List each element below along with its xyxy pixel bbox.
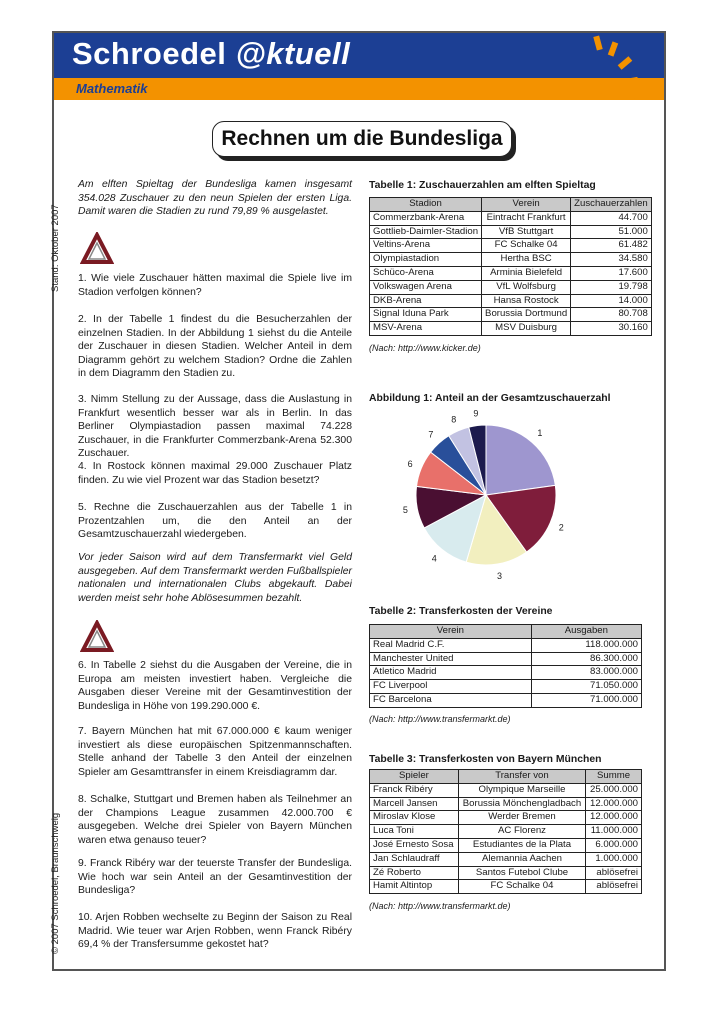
table-cell: 44.700 [571,211,652,225]
table-cell: 71.050.000 [531,680,641,694]
table-cell: FC Barcelona [370,693,532,707]
table-cell: Hansa Rostock [482,294,571,308]
table-cell: 118.000.000 [531,638,641,652]
table3-title: Tabelle 3: Transferkosten von Bayern München [369,754,602,765]
table-row [370,225,652,239]
table-cell: 71.000.000 [531,693,641,707]
table-row [370,652,642,666]
table-row [370,693,642,707]
table-row [370,239,652,253]
table-cell: Luca Toni [370,825,459,839]
table-header-row [370,198,652,212]
copyright-note: © 2007 Schroedel, Braunschweig [50,812,61,954]
table-cell: Franck Ribéry [370,783,459,797]
warning-triangle-icon [80,232,114,266]
table-row [370,253,652,267]
pie-label-7: 7 [428,429,434,440]
pie-label-5: 5 [402,504,408,515]
column-header: Verein [482,198,571,212]
pie-label-2: 2 [558,522,564,533]
table-cell: Borussia Dortmund [482,308,571,322]
question-5: 5. Rechne die Zuschauerzahlen aus der Tabelle 1 in Prozentzahlen um, die den Anteil an der Gesamtzuschauerzahl wiedergeben. [78,502,352,541]
table-cell: Marcell Jansen [370,797,459,811]
table-cell: Olympiastadion [370,253,482,267]
column-header: Transfer von [458,770,585,784]
table-cell: 6.000.000 [586,838,642,852]
table-cell: 34.580 [571,253,652,267]
table-cell: 14.000 [571,294,652,308]
pie-slice-1 [486,425,555,495]
table-cell: MSV-Arena [370,322,482,336]
table-cell: Commerzbank-Arena [370,211,482,225]
table-cell: AC Florenz [458,825,585,839]
table-cell: FC Liverpool [370,680,532,694]
table-cell: VfL Wolfsburg [482,280,571,294]
table-cell: Zé Roberto [370,866,459,880]
intro-text: Am elften Spieltag der Bundesliga kamen insgesamt 354.028 Zuschauer zu den neun Spielen der ersten Liga. Damit waren die Stadien zu rund 79,89 % ausgelastet. [78,179,352,218]
subject-label: Mathematik [76,81,148,96]
table-cell: José Ernesto Sosa [370,838,459,852]
question-7: 7. Bayern München hat mit 67.000.000 € kaum weniger investiert als diese europäischen Spitzenmannschaften. Stelle anhand der Tabelle 3 den Anteil der einzelnen Spieler am Gesamttransfer in einem Kreisdiagramm dar. [78,726,352,778]
pie-label-1: 1 [537,428,543,439]
transfer-intro: Vor jeder Saison wird auf dem Transfermarkt viel Geld ausgegeben. Auf dem Transfermarkt werden Fußballspieler nationalen und internationalen Clubs abgekauft. Dabei werden meist sehr hohe Ablösesummen bezahlt. [78,552,352,604]
table-cell: ablösefrei [586,866,642,880]
table-cell: Alemannia Aachen [458,852,585,866]
table2 [369,624,642,708]
column-header: Zuschauerzahlen [571,198,652,212]
table-header-row [370,625,642,639]
table-row [370,280,652,294]
table-cell: 61.482 [571,239,652,253]
pie-label-3: 3 [496,570,503,581]
pie-label-8: 8 [451,414,457,425]
sun-rays-icon [540,28,650,108]
column-header: Stadion [370,198,482,212]
table-cell: Atletico Madrid [370,666,532,680]
table1-source: (Nach: http://www.kicker.de) [369,343,481,353]
table-cell: 51.000 [571,225,652,239]
table-row [370,322,652,336]
table-cell: FC Schalke 04 [458,880,585,894]
table2-source: (Nach: http://www.transfermarkt.de) [369,714,511,724]
column-header: Spieler [370,770,459,784]
table-cell: Estudiantes de la Plata [458,838,585,852]
table-cell: Miroslav Klose [370,811,459,825]
table-cell: Veltins-Arena [370,239,482,253]
table-cell: 80.708 [571,308,652,322]
column-header: Summe [586,770,642,784]
table-row [370,294,652,308]
table-row [370,825,642,839]
pie-label-9: 9 [473,408,479,419]
question-2: 2. In der Tabelle 1 findest du die Besucherzahlen der einzelnen Stadien. In der Abbildung 1 siehst du die Anteile der Zuschauer in diesen Stadien. Welcher Anteil in dem Diagramm gehört zu welchem Stadion? Ordne die Zahlen in dem Diagramm den Stadien zu. [78,314,352,380]
warning-triangle-icon [80,620,114,654]
page-title: Rechnen um die Bundesliga [212,121,512,157]
figure1-title: Abbildung 1: Anteil an der Gesamtzuschauerzahl [369,393,611,404]
table1-title: Tabelle 1: Zuschauerzahlen am elften Spieltag [369,180,596,191]
table-cell: Borussia Mönchengladbach [458,797,585,811]
question-10: 10. Arjen Robben wechselte zu Beginn der Saison zu Real Madrid. Wie teuer war Arjen Robben, wenn Franck Ribéry 69,4 % der Transfersumme gekostet hat? [78,912,352,951]
table-cell: Arminia Bielefeld [482,266,571,280]
pie-chart [398,405,598,585]
table1 [369,197,652,336]
table-cell: 12.000.000 [586,811,642,825]
question-3: 3. Nimm Stellung zu der Aussage, dass die Auslastung in Frankfurt wesentlich besser war als in Berlin. In das Berliner Olympiastadion passen maximal 74.228 Zuschauer, in die Frankfurter Commerzbank-Arena 52.300 Zuschauer. [78,394,352,460]
table3 [369,769,642,894]
table-cell: Jan Schlaudraff [370,852,459,866]
table-cell: 12.000.000 [586,797,642,811]
table-header-row [370,770,642,784]
table-cell: Eintracht Frankfurt [482,211,571,225]
table-row [370,811,642,825]
date-note: Stand: Oktober 2007 [50,204,61,292]
column-header: Ausgaben [531,625,641,639]
question-1: 1. Wie viele Zuschauer hätten maximal die Spiele live im Stadion verfolgen können? [78,273,352,298]
table-row [370,866,642,880]
table-row [370,638,642,652]
table-cell: Santos Futebol Clube [458,866,585,880]
table-cell: Schüco-Arena [370,266,482,280]
table-row [370,666,642,680]
table3-source: (Nach: http://www.transfermarkt.de) [369,901,511,911]
table-row [370,797,642,811]
table-cell: Real Madrid C.F. [370,638,532,652]
table-row [370,308,652,322]
table-cell: Volkswagen Arena [370,280,482,294]
table-cell: 17.600 [571,266,652,280]
brand-logo: Schroedel @ktuell [72,36,351,71]
table-row [370,880,642,894]
table-cell: Olympique Marseille [458,783,585,797]
question-8: 8. Schalke, Stuttgart und Bremen haben als Teilnehmer an der Champions League zusammen 42.000.700 € ausgegeben. Welche drei Spieler von Bayern München waren etwa genauso teuer? [78,794,352,846]
table-row [370,783,642,797]
question-6: 6. In Tabelle 2 siehst du die Ausgaben der Vereine, die in Europa am meisten investiert haben. Vergleiche die Ausgaben dieser Vereine mit der Gesamtinvestition der Bundesliga in Höhe von 199.290.000 €. [78,660,352,712]
table-cell: FC Schalke 04 [482,239,571,253]
table-cell: 86.300.000 [531,652,641,666]
table-cell: Hertha BSC [482,253,571,267]
table2-title: Tabelle 2: Transferkosten der Vereine [369,606,553,617]
table-cell: 1.000.000 [586,852,642,866]
table-cell: DKB-Arena [370,294,482,308]
table-row [370,852,642,866]
table-cell: ablösefrei [586,880,642,894]
table-cell: Manchester United [370,652,532,666]
column-header: Verein [370,625,532,639]
table-cell: 83.000.000 [531,666,641,680]
pie-label-4: 4 [431,553,437,564]
table-row [370,680,642,694]
table-row [370,838,642,852]
table-row [370,211,652,225]
table-cell: 30.160 [571,322,652,336]
pie-label-6: 6 [407,458,413,469]
table-cell: 19.798 [571,280,652,294]
table-cell: Werder Bremen [458,811,585,825]
question-4: 4. In Rostock können maximal 29.000 Zuschauer Platz finden. Zu wie viel Prozent war das Stadion besetzt? [78,461,352,486]
table-cell: MSV Duisburg [482,322,571,336]
table-cell: 25.000.000 [586,783,642,797]
table-cell: Gottlieb-Daimler-Stadion [370,225,482,239]
question-9: 9. Franck Ribéry war der teuerste Transfer der Bundesliga. Wie hoch war sein Anteil an der Gesamtinvestition der Bundesliga? [78,858,352,897]
table-cell: 11.000.000 [586,825,642,839]
table-cell: VfB Stuttgart [482,225,571,239]
table-cell: Hamit Altintop [370,880,459,894]
table-cell: Signal Iduna Park [370,308,482,322]
table-row [370,266,652,280]
